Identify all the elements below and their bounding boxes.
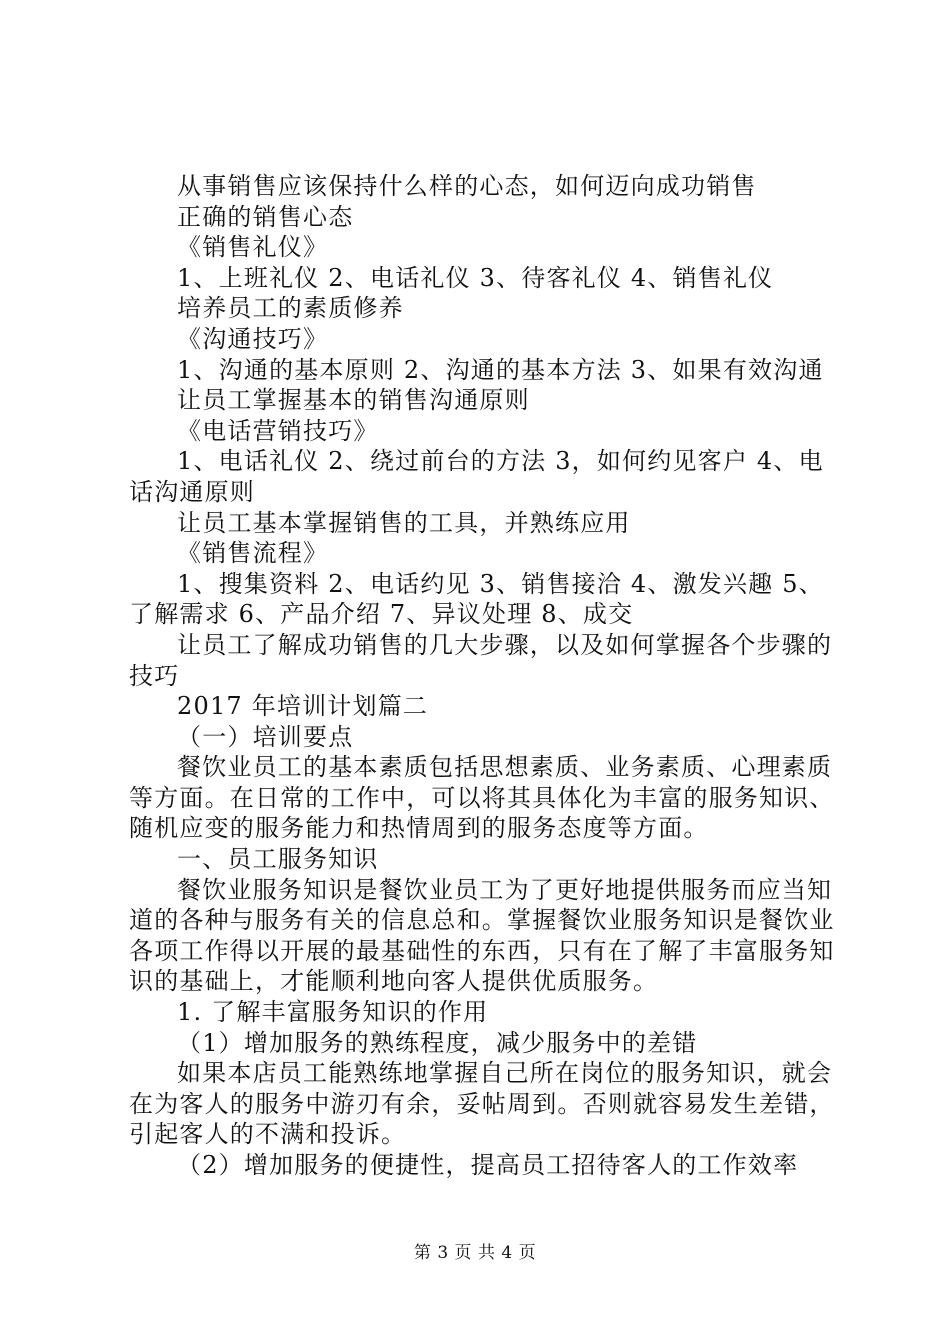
section-heading: （一）培训要点 [177, 722, 354, 751]
section-heading: 《销售礼仪》 [177, 233, 329, 262]
subsection-heading: （1）增加服务的熟练程度，减少服务中的差错 [177, 1028, 698, 1057]
section-heading: 一、员工服务知识 [177, 845, 379, 874]
paragraph: 让员工基本掌握销售的工具，并熟练应用 [177, 508, 631, 537]
paragraph: 餐饮业员工的基本素质包括思想素质、业务素质、心理素质等方面。在日常的工作中，可以将其具体化为丰富的服务知识、随机应变的服务能力和热情周到的服务态度等方面。 [129, 753, 835, 843]
paragraph: 培养员工的素质修养 [177, 294, 404, 323]
paragraph: 让员工掌握基本的销售沟通原则 [177, 386, 530, 415]
subsection-heading: （2）增加服务的便捷性，提高员工招待客人的工作效率 [177, 1151, 799, 1179]
paragraph: 从事销售应该保持什么样的心态，如何迈向成功销售 [177, 172, 757, 200]
chapter-title: 2017 年培训计划篇二 [177, 692, 429, 721]
paragraph: 如果本店员工能熟练地掌握自己所在岗位的服务知识，就会在为客人的服务中游刃有余，妥帖周到。否则就容易发生差错，引起客人的不满和投诉。 [129, 1059, 835, 1149]
section-heading: 《沟通技巧》 [177, 324, 329, 353]
section-heading: 《电话营销技巧》 [177, 416, 379, 445]
paragraph: 餐饮业服务知识是餐饮业员工为了更好地提供服务而应当知道的各种与服务有关的信息总和。掌握餐饮业服务知识是餐饮业各项工作得以开展的最基础性的东西，只有在了解了丰富服务知识的基础上，才能顺利地向客人提供优质服务。 [129, 875, 835, 996]
paragraph: 1、沟通的基本原则 2、沟通的基本方法 3、如果有效沟通 [177, 355, 824, 384]
paragraph: 正确的销售心态 [177, 202, 354, 231]
paragraph: 让员工了解成功销售的几大步骤，以及如何掌握各个步骤的技巧 [129, 630, 833, 690]
paragraph: 1、上班礼仪 2、电话礼仪 3、待客礼仪 4、销售礼仪 [177, 263, 774, 292]
section-heading: 《销售流程》 [177, 539, 329, 568]
document-body [129, 171, 835, 1181]
paragraph: 1、电话礼仪 2、绕过前台的方法 3，如何约见客户 4、电话沟通原则 [129, 447, 824, 506]
paragraph: 1、搜集资料 2、电话约见 3、销售接洽 4、激发兴趣 5、了解需求 6、产品介绍 7、异议处理 8、成交 [129, 569, 824, 629]
subsection-heading: 1. 了解丰富服务知识的作用 [177, 998, 489, 1027]
page-number-footer: 第 3 页 共 4 页 [413, 1243, 537, 1263]
